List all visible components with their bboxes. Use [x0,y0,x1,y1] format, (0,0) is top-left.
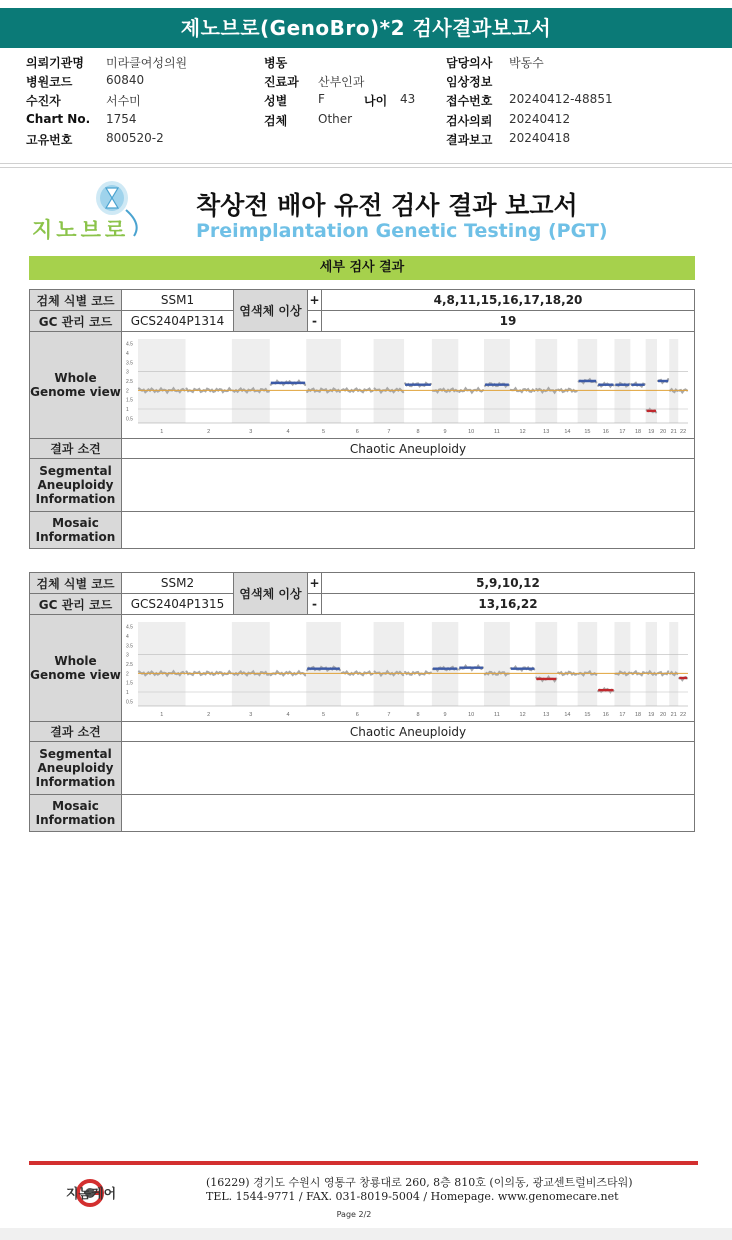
y-tick-label: 2.5 [126,661,133,668]
chromosome-band [374,622,404,706]
department-value: 산부인과 [318,75,365,89]
x-tick-label: 10 [468,428,475,435]
x-tick-label: 9 [443,711,447,718]
x-tick-label: 4 [286,711,290,718]
y-tick-label: 0.5 [126,698,133,705]
loss-sign: - [308,311,322,332]
result-finding-value: Chaotic Aneuploidy [122,439,695,459]
chromosome-band [432,622,458,706]
y-tick-label: 1.5 [126,397,133,404]
x-tick-label: 15 [584,428,591,435]
y-tick-label: 2.5 [126,378,133,385]
losses-value: 19 [322,311,695,332]
result-finding-label: 결과 소견 [30,439,122,459]
gc-code-value: GCS2404P1314 [122,311,234,332]
chart-no-value: 1754 [106,112,137,126]
bottom-strip [0,1228,732,1240]
unique-id-label: 고유번호 [26,133,73,147]
x-tick-label: 13 [543,711,550,718]
specimen-label: 검체 [264,114,288,128]
clinical-label: 임상정보 [446,75,493,89]
chromosome-band [614,339,630,423]
patient-value: 서수미 [106,94,141,108]
chromosome-band [232,339,270,423]
chrom-abnormal-label: 염색체 이상 [234,290,308,332]
x-tick-label: 21 [670,428,677,435]
hospital-code-label: 병원코드 [26,75,73,89]
result-finding-label: 결과 소견 [30,722,122,742]
y-tick-label: 1 [126,406,129,413]
chromosome-band [614,622,630,706]
gc-code-label: GC 관리 코드 [30,594,122,615]
ward-label: 병동 [264,56,288,70]
x-tick-label: 16 [602,428,609,435]
logo-text: 지노브로 [32,218,130,242]
chromosome-band [535,339,557,423]
gains-value: 4,8,11,15,16,17,18,20 [322,290,695,311]
result-finding-value: Chaotic Aneuploidy [122,722,695,742]
sample-id-value: SSM1 [122,290,234,311]
divider [0,167,732,168]
footer-company: 지놈케어 [66,1187,117,1202]
divider [0,163,732,164]
x-tick-label: 13 [543,428,550,435]
x-tick-label: 1 [160,711,164,718]
sex-label: 성별 [264,94,288,108]
x-tick-label: 10 [468,711,475,718]
x-tick-label: 16 [602,711,609,718]
hospital-code-value: 60840 [106,73,145,87]
x-tick-label: 19 [648,711,655,718]
x-tick-label: 20 [660,711,667,718]
gains-value: 5,9,10,12 [322,573,695,594]
sample-table-1 [29,289,695,549]
whole-genome-chart-cell [122,615,695,722]
x-tick-label: 19 [648,428,655,435]
chromosome-band [646,622,657,706]
x-tick-label: 5 [322,711,326,718]
whole-genome-chart [122,333,694,438]
segmental-label: Segmental Aneuploidy Information [30,459,122,512]
x-tick-label: 6 [355,711,359,718]
x-tick-label: 14 [564,711,571,718]
x-tick-label: 20 [660,428,667,435]
chrom-abnormal-label: 염색체 이상 [234,573,308,615]
segmental-value [122,459,695,512]
x-tick-label: 18 [634,428,642,435]
x-tick-label: 4 [286,428,290,435]
x-tick-label: 12 [519,711,526,718]
report-title-bar [0,8,732,48]
section-title: 세부 검사 결과 [29,256,695,280]
y-tick-label: 0.5 [126,415,133,422]
sample-id-value: SSM2 [122,573,234,594]
report-heading-english: Preimplantation Genetic Testing (PGT) [196,220,608,242]
x-tick-label: 5 [322,428,326,435]
footer-contact: TEL. 1544-9771 / FAX. 031-8019-5004 / Homepage. www.genomecare.net [206,1190,619,1203]
x-tick-label: 3 [249,428,253,435]
y-tick-label: 1 [126,689,129,696]
x-tick-label: 11 [494,711,500,718]
whole-genome-label: Whole Genome view [30,615,122,722]
specimen-value: Other [318,112,353,126]
y-tick-label: 3 [126,652,129,659]
chromosome-band [535,622,557,706]
whole-genome-chart-cell [122,332,695,439]
loss-sign: - [308,594,322,615]
chromosome-band [578,622,598,706]
x-tick-label: 8 [416,711,420,718]
chart-no-label: Chart No. [26,112,91,126]
gain-sign: + [308,290,322,311]
mosaic-value [122,795,695,832]
chromosome-band [432,339,458,423]
x-tick-label: 22 [680,428,687,435]
doctor-value: 박동수 [509,56,544,70]
unique-id-value: 800520-2 [106,131,164,145]
report-heading-korean: 착상전 배아 유전 검사 결과 보고서 [196,191,578,220]
report-date-label: 결과보고 [446,133,493,147]
page-number: Page 2/2 [336,1210,372,1219]
y-tick-label: 3.5 [126,359,133,366]
y-tick-label: 4.5 [126,624,133,631]
age-value: 43 [400,92,416,106]
gc-code-label: GC 관리 코드 [30,311,122,332]
sex-value: F [318,92,325,106]
x-tick-label: 2 [207,428,211,435]
gc-code-value: GCS2404P1315 [122,594,234,615]
x-tick-label: 17 [619,711,626,718]
x-tick-label: 3 [249,711,253,718]
chromosome-band [669,622,678,706]
footer-divider [29,1161,698,1165]
y-tick-label: 4.5 [126,341,133,348]
chromosome-band [138,339,186,423]
doctor-label: 담당의사 [446,56,493,70]
x-tick-label: 22 [680,711,687,718]
whole-genome-label: Whole Genome view [30,332,122,439]
x-tick-label: 15 [584,711,591,718]
chromosome-band [306,622,341,706]
y-tick-label: 2 [126,387,129,394]
x-tick-label: 8 [416,428,420,435]
x-tick-label: 11 [494,428,500,435]
x-tick-label: 12 [519,428,526,435]
sample-id-label: 검체 식별 코드 [30,573,122,594]
x-tick-label: 7 [387,428,391,435]
chromosome-band [484,339,510,423]
chromosome-band [374,339,404,423]
mosaic-value [122,512,695,549]
chromosome-band [484,622,510,706]
chromosome-band [232,622,270,706]
segmental-label: Segmental Aneuploidy Information [30,742,122,795]
x-tick-label: 21 [670,711,677,718]
y-tick-label: 4 [126,350,129,357]
y-tick-label: 2 [126,670,129,677]
losses-value: 13,16,22 [322,594,695,615]
x-tick-label: 17 [619,428,626,435]
y-tick-label: 3.5 [126,642,133,649]
chromosome-band [669,339,678,423]
sample-id-label: 검체 식별 코드 [30,290,122,311]
department-label: 진료과 [264,75,299,89]
request-date-label: 검사의뢰 [446,114,493,128]
chromosome-band [306,339,341,423]
reception-no-label: 접수번호 [446,94,493,108]
y-tick-label: 1.5 [126,680,133,687]
whole-genome-chart [122,616,694,721]
footer-address-block [206,1176,633,1204]
chromosome-band [138,622,186,706]
reception-no-value: 20240412-48851 [509,92,613,106]
x-tick-label: 2 [207,711,211,718]
institution-value: 미라클여성의원 [106,56,188,70]
x-tick-label: 7 [387,711,391,718]
x-tick-label: 1 [160,428,164,435]
x-tick-label: 18 [634,711,642,718]
sample-table-2 [29,572,695,832]
x-tick-label: 9 [443,428,447,435]
report-title: 제노브로(GenoBro)*2 검사결과보고서 [180,16,552,40]
patient-label: 수진자 [26,94,61,108]
mosaic-label: Mosaic Information [30,512,122,549]
x-tick-label: 6 [355,428,359,435]
y-tick-label: 3 [126,369,129,376]
report-date-value: 20240418 [509,131,571,145]
segmental-value [122,742,695,795]
mosaic-label: Mosaic Information [30,795,122,832]
y-tick-label: 4 [126,633,129,640]
request-date-value: 20240412 [509,112,571,126]
x-tick-label: 14 [564,428,571,435]
footer-address: (16229) 경기도 수원시 영통구 창룡대로 260, 8층 810호 (이의동, 광교센트럴비즈타워) [206,1176,633,1189]
institution-label: 의뢰기관명 [26,56,84,70]
gain-sign: + [308,573,322,594]
age-label: 나이 [364,94,388,108]
